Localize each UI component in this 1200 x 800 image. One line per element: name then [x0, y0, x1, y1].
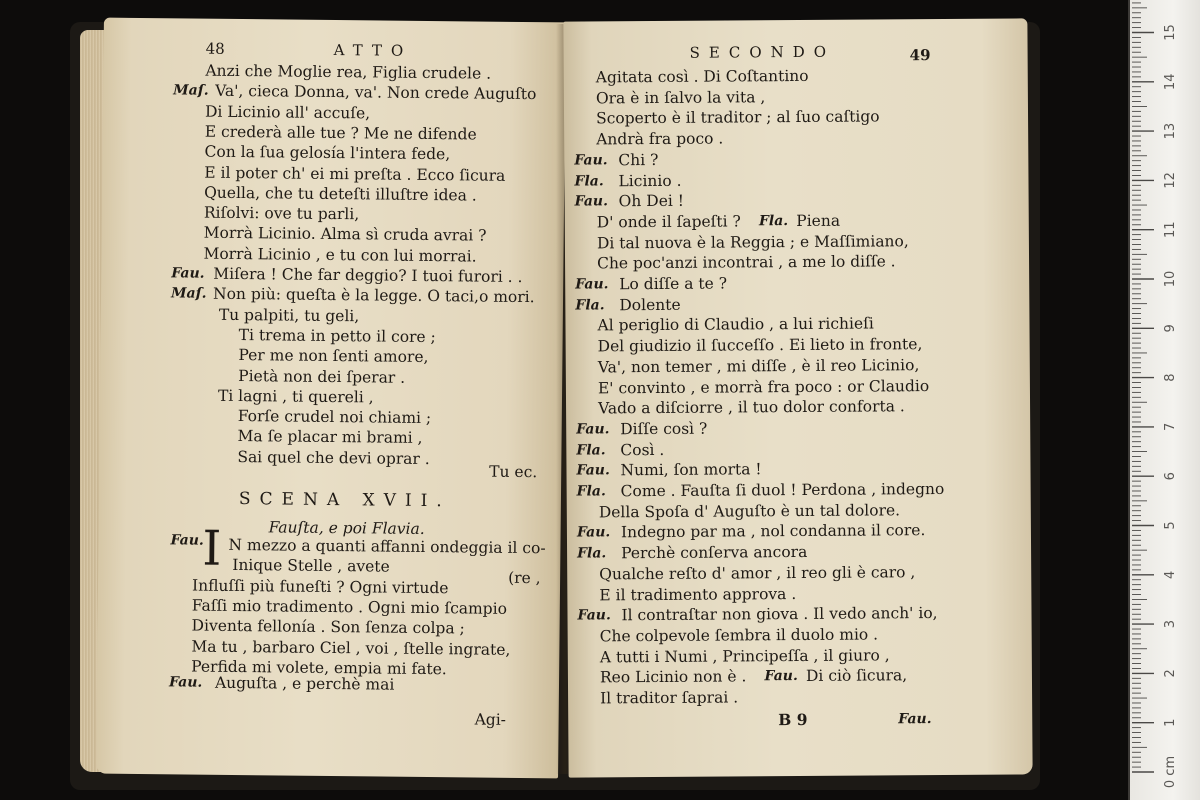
left-page-number: 48 — [205, 39, 225, 58]
left-running-head: ATTO — [333, 41, 413, 60]
speech-line: Influſſi più funeſti ? Ogni virtude — [191, 576, 449, 597]
speech-speaker: Fau. — [170, 532, 204, 549]
left-line-speaker: Maſ. — [173, 82, 209, 99]
right-line-text: Perchè conſerva ancora — [621, 543, 808, 563]
speech-line: Ma tu , barbaro Ciel , voi , ſtelle ingrate, — [191, 637, 511, 659]
left-line-speaker: Maſ. — [171, 285, 207, 302]
ruler-label: 0 cm — [1163, 755, 1178, 789]
right-line-text: Di tal nuova è la Reggia ; e Maſſimiano, — [596, 231, 909, 252]
right-line-text: A tutti i Numi , Principeſſa , il giuro , — [599, 645, 890, 666]
ruler-label: 6 — [1163, 472, 1178, 481]
right-page — [563, 18, 1032, 777]
left-line-text: Sai quel che devi oprar . — [237, 447, 430, 468]
speech-overflow: (re , — [508, 568, 541, 588]
drop-cap: I — [202, 520, 222, 577]
right-line-speaker: Fau. — [574, 193, 608, 210]
left-line-text: Ti trema in petto il core ; — [238, 325, 436, 346]
ruler-label: 9 — [1163, 324, 1178, 333]
left-page — [96, 18, 566, 779]
right-line-text: E il tradimento approva . — [599, 584, 797, 604]
right-line-text: Dolente — [619, 295, 681, 314]
ruler-label: 1 — [1163, 718, 1178, 727]
right-line-speaker: Fau. — [577, 607, 611, 624]
right-line-text: Qualche reſto d' amor , il reo gli è caro , — [599, 562, 916, 584]
right-line-text: Vado a diſciorre , il tuo dolor conforta . — [598, 397, 905, 418]
speech-line: Diventa fellonía . Son ſenza colpa ; — [191, 616, 465, 638]
right-line-text: Così . — [620, 440, 665, 459]
ruler-label: 12 — [1163, 172, 1178, 189]
signature-mark: B 9 — [778, 709, 808, 730]
right-line-text: Scoperto è il traditor ; al ſuo caſtigo — [595, 107, 880, 128]
left-line-text: Con la ſua gelosía l'intera fede, — [204, 142, 451, 164]
left-line-text: E crederà alle tue ? Me ne difende — [204, 122, 477, 144]
left-line-text: Miſera ! Che far deggio? I tuoi furori . . — [213, 264, 523, 286]
right-line-text: Reo Licinio non è . — [599, 667, 747, 687]
speech-line: Faſſi mio tradimento . Ogni mio ſcampio — [191, 596, 508, 618]
left-line-text: Forſe crudel noi chiami ; — [237, 407, 432, 428]
ruler-label: 11 — [1163, 221, 1178, 238]
right-line-text: Indegno par ma , nol condanna il core. — [620, 521, 926, 542]
right-line-text: Al periglio di Claudio , a lui richieſi — [597, 314, 874, 335]
right-line-text: Come . Fauſta ſi duol ! Perdona , indegno — [620, 479, 945, 501]
ruler-label: 15 — [1163, 24, 1178, 41]
ruler-label: 14 — [1163, 73, 1178, 91]
right-line-text: Il contraſtar non giova . Il vedo anch' io, — [621, 604, 938, 625]
right-line-text: Chi ? — [618, 150, 659, 170]
right-line-speaker: Fla. — [575, 297, 605, 314]
ruler-label: 13 — [1163, 122, 1178, 140]
scene-characters: Fauſta, e poi Flavia. — [268, 518, 425, 538]
ruler-label: 2 — [1163, 669, 1178, 678]
right-line-text: D' onde il ſapeſti ? — [596, 212, 741, 232]
right-line-speaker: Fla. — [576, 483, 606, 500]
ruler-scale — [1130, 0, 1200, 800]
last-line: Auguſta , e perchè mai — [214, 673, 395, 694]
right-line-speaker: Fau. — [576, 421, 610, 438]
right-line-text: Va', non temer , mi diſſe , è il reo Licinio, — [597, 355, 920, 377]
right-line-speaker: Fla. — [577, 545, 607, 562]
exit-note: Tu ec. — [489, 462, 538, 482]
right-page-number: 49 — [909, 46, 931, 65]
left-line-text: Riſolvi: ove tu parli, — [203, 203, 360, 224]
left-line-text: Quella, che tu deteſti illuſtre idea . — [204, 183, 477, 205]
left-line-text: Ti lagni , ti quereli , — [217, 386, 374, 407]
left-line-speaker: Fau. — [171, 265, 205, 282]
right-line-speaker: Fau. — [576, 524, 611, 541]
left-line-text: Non più: queſta è la legge. O taci,o mori. — [212, 285, 535, 307]
right-line-text: Oh Dei ! — [618, 191, 685, 211]
right-line-text: Diſſe così ? — [620, 419, 708, 439]
ruler-label: 8 — [1163, 373, 1178, 382]
measuring-ruler — [1128, 0, 1200, 800]
right-line-speaker: Fau. — [574, 152, 608, 169]
right-line-text: Ora è in ſalvo la vita , — [595, 87, 766, 108]
left-line-text: E il poter ch' ei mi preſta . Ecco ſicura — [204, 163, 506, 185]
right-line-text: Licinio . — [618, 171, 682, 190]
right-line-text-inline: Piena — [796, 211, 841, 230]
ruler-label: 5 — [1163, 521, 1178, 530]
scene-heading: SCENA XVII. — [238, 489, 451, 512]
left-line-text: Pietà non dei ſperar . — [238, 366, 406, 387]
right-line-text: Agitata così . Di Coſtantino — [595, 66, 809, 87]
ruler-label: 4 — [1163, 570, 1178, 579]
ruler-label: 3 — [1163, 619, 1178, 629]
left-line-text: Tu palpiti, tu geli, — [218, 305, 360, 325]
right-line-text: Il traditor ſaprai . — [600, 688, 739, 708]
left-line-text: Per me non ſenti amore, — [238, 346, 429, 367]
right-line-speaker: Fla. — [574, 172, 604, 190]
speech-line: N mezzo a quanti affanni ondeggia il co- — [228, 535, 546, 558]
speech-line: Perfida mi volete, empia mi fate. — [191, 657, 447, 679]
right-line-text-inline: Di ciò ſicura, — [805, 666, 908, 686]
speech-line: Inique Stelle , avete — [232, 556, 390, 576]
right-line-speaker-inline: Fau. — [764, 668, 798, 685]
left-line-text: Morrà Licinio. Alma sì cruda avrai ? — [203, 224, 487, 246]
right-line-speaker: Fau. — [576, 462, 610, 479]
right-line-speaker-inline: Fla. — [758, 212, 789, 230]
left-line-text: Morrà Licinio , e tu con lui morrai. — [203, 244, 477, 266]
right-line-text: Che colpevole ſembra il duolo mio . — [599, 625, 879, 646]
right-line-text: E' convinto , e morrà fra poco : or Claudio — [597, 376, 930, 397]
ruler-label: 10 — [1163, 270, 1178, 288]
right-line-text: Lo diſſe a te ? — [619, 274, 728, 294]
right-catchword: Fau. — [898, 711, 932, 728]
right-line-text: Andrà fra poco . — [596, 129, 724, 149]
left-line-text: Va', cieca Donna, va'. Non crede Auguſto — [215, 82, 537, 104]
right-line-text: Della Spoſa d' Auguſto è un tal dolore. — [598, 500, 901, 522]
left-catchword: Agi- — [474, 710, 507, 729]
last-line-speaker: Fau. — [168, 674, 203, 691]
ruler-label: 7 — [1163, 422, 1178, 432]
right-line-speaker: Fla. — [576, 441, 606, 459]
left-line-text: Ma ſe placar mi brami , — [237, 427, 423, 448]
right-line-speaker: Fau. — [575, 276, 609, 293]
right-line-text: Del giudizio il ſucceſſo . Ei lieto in fronte, — [597, 335, 923, 356]
left-line-text: Anzi che Moglie rea, Figlia crudele . — [205, 61, 492, 83]
right-line-text: Che poc'anzi incontrai , a me lo diſſe . — [596, 252, 896, 273]
right-running-head: SECONDO — [689, 42, 836, 62]
right-line-text: Numi, ſon morta ! — [620, 460, 762, 480]
left-line-text: Di Licinio all' accuſe, — [204, 102, 371, 122]
